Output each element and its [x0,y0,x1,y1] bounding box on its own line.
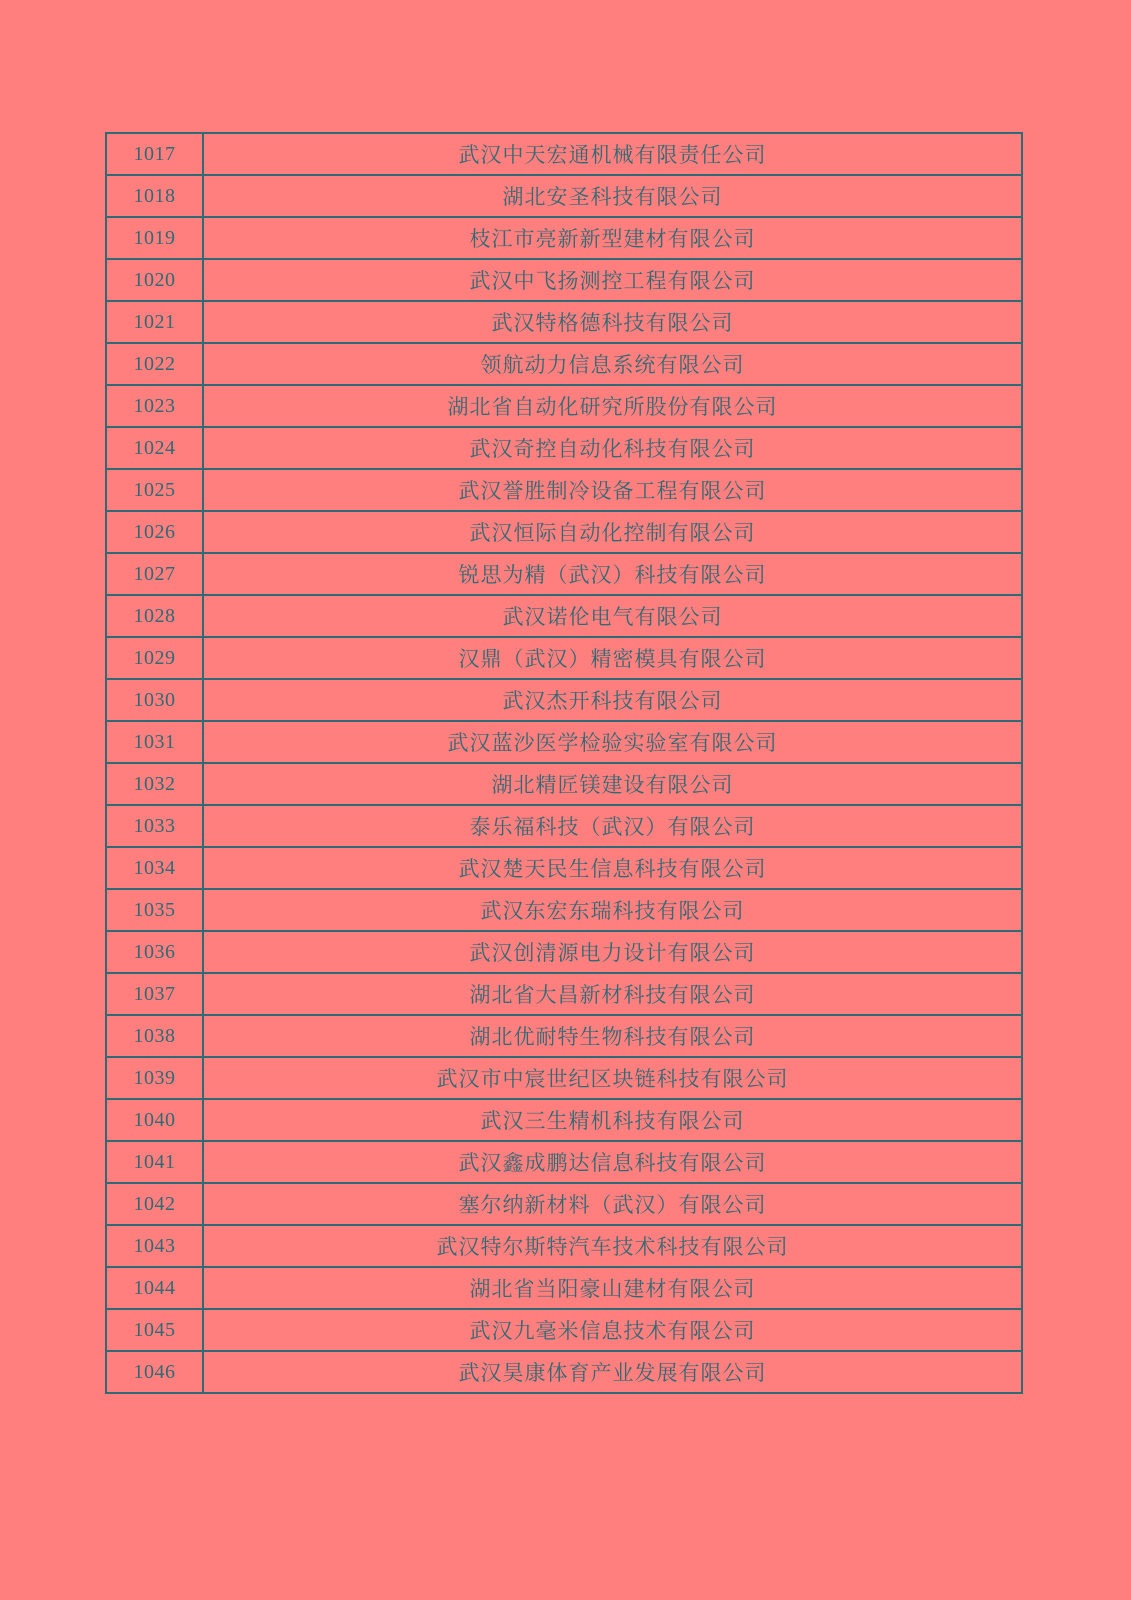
row-number-cell: 1032 [106,763,203,805]
table-row [106,1099,1022,1141]
company-name-cell: 武汉奇控自动化科技有限公司 [203,427,1022,469]
row-number-cell: 1043 [106,1225,203,1267]
company-name-cell: 泰乐福科技（武汉）有限公司 [203,805,1022,847]
table-row [106,847,1022,889]
company-name-cell: 锐思为精（武汉）科技有限公司 [203,553,1022,595]
table-row [106,1141,1022,1183]
row-number-cell: 1025 [106,469,203,511]
row-number-cell: 1018 [106,175,203,217]
table-row [106,175,1022,217]
table-row [106,427,1022,469]
company-name-cell: 湖北省自动化研究所股份有限公司 [203,385,1022,427]
company-name-cell: 武汉中天宏通机械有限责任公司 [203,133,1022,175]
company-name-cell: 塞尔纳新材料（武汉）有限公司 [203,1183,1022,1225]
company-name-cell: 武汉蓝沙医学检验实验室有限公司 [203,721,1022,763]
row-number-cell: 1031 [106,721,203,763]
table-row [106,1183,1022,1225]
row-number-cell: 1044 [106,1267,203,1309]
company-name-cell: 湖北省当阳豪山建材有限公司 [203,1267,1022,1309]
row-number-cell: 1045 [106,1309,203,1351]
table-row [106,721,1022,763]
company-name-cell: 武汉中飞扬测控工程有限公司 [203,259,1022,301]
table-row [106,1309,1022,1351]
row-number-cell: 1028 [106,595,203,637]
table-row [106,301,1022,343]
company-name-cell: 汉鼎（武汉）精密模具有限公司 [203,637,1022,679]
company-name-cell: 武汉特尔斯特汽车技术科技有限公司 [203,1225,1022,1267]
table-row [106,217,1022,259]
company-name-cell: 领航动力信息系统有限公司 [203,343,1022,385]
table-row [106,595,1022,637]
row-number-cell: 1037 [106,973,203,1015]
row-number-cell: 1038 [106,1015,203,1057]
row-number-cell: 1027 [106,553,203,595]
table-row [106,385,1022,427]
table-row [106,1225,1022,1267]
row-number-cell: 1024 [106,427,203,469]
table-row [106,1351,1022,1393]
table-row [106,1267,1022,1309]
table-row [106,469,1022,511]
table-row [106,1057,1022,1099]
company-name-cell: 湖北省大昌新材科技有限公司 [203,973,1022,1015]
row-number-cell: 1035 [106,889,203,931]
company-name-cell: 武汉杰开科技有限公司 [203,679,1022,721]
table-row [106,763,1022,805]
row-number-cell: 1019 [106,217,203,259]
company-name-cell: 湖北精匠镁建设有限公司 [203,763,1022,805]
company-name-cell: 枝江市亮新新型建材有限公司 [203,217,1022,259]
table-row [106,1015,1022,1057]
row-number-cell: 1036 [106,931,203,973]
table-row [106,133,1022,175]
company-list-table [105,132,1023,1394]
table-body [106,133,1022,1393]
table-row [106,637,1022,679]
row-number-cell: 1020 [106,259,203,301]
row-number-cell: 1017 [106,133,203,175]
company-name-cell: 武汉誉胜制冷设备工程有限公司 [203,469,1022,511]
company-name-cell: 武汉诺伦电气有限公司 [203,595,1022,637]
company-name-cell: 武汉东宏东瑞科技有限公司 [203,889,1022,931]
row-number-cell: 1046 [106,1351,203,1393]
table-row [106,805,1022,847]
row-number-cell: 1029 [106,637,203,679]
row-number-cell: 1042 [106,1183,203,1225]
company-name-cell: 武汉鑫成鹏达信息科技有限公司 [203,1141,1022,1183]
row-number-cell: 1041 [106,1141,203,1183]
table-row [106,511,1022,553]
table-row [106,679,1022,721]
company-name-cell: 武汉三生精机科技有限公司 [203,1099,1022,1141]
table-row [106,973,1022,1015]
row-number-cell: 1026 [106,511,203,553]
row-number-cell: 1039 [106,1057,203,1099]
row-number-cell: 1034 [106,847,203,889]
table-row [106,889,1022,931]
company-name-cell: 武汉恒际自动化控制有限公司 [203,511,1022,553]
company-name-cell: 武汉楚天民生信息科技有限公司 [203,847,1022,889]
table-row [106,343,1022,385]
company-name-cell: 湖北优耐特生物科技有限公司 [203,1015,1022,1057]
row-number-cell: 1040 [106,1099,203,1141]
table-row [106,931,1022,973]
company-name-cell: 湖北安圣科技有限公司 [203,175,1022,217]
row-number-cell: 1030 [106,679,203,721]
company-name-cell: 武汉九毫米信息技术有限公司 [203,1309,1022,1351]
table-row [106,259,1022,301]
row-number-cell: 1023 [106,385,203,427]
company-name-cell: 武汉昊康体育产业发展有限公司 [203,1351,1022,1393]
company-name-cell: 武汉市中宸世纪区块链科技有限公司 [203,1057,1022,1099]
company-name-cell: 武汉特格德科技有限公司 [203,301,1022,343]
row-number-cell: 1021 [106,301,203,343]
row-number-cell: 1033 [106,805,203,847]
table-row [106,553,1022,595]
company-name-cell: 武汉创清源电力设计有限公司 [203,931,1022,973]
row-number-cell: 1022 [106,343,203,385]
